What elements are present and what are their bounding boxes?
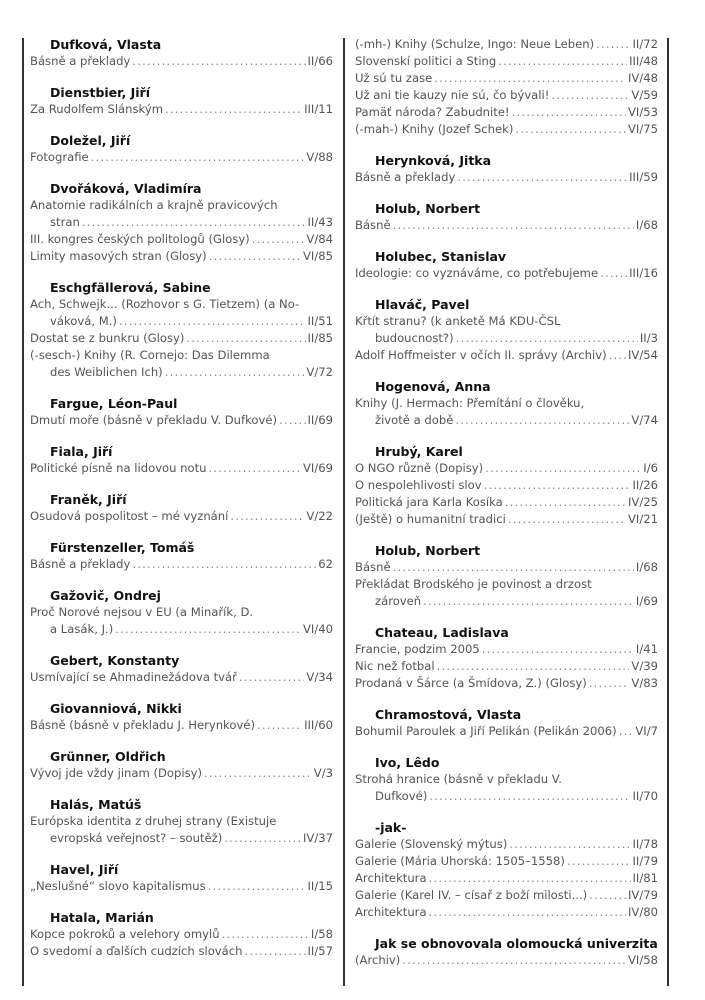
author-name: Ivo, Lêdo bbox=[375, 755, 440, 770]
item-title: životě a době bbox=[375, 413, 454, 427]
entry-item-line bbox=[355, 477, 658, 494]
item-title: Galerie (Karel IV. – císař z boží milosti...) bbox=[355, 888, 588, 902]
page-reference: II/70 bbox=[632, 789, 658, 803]
author-name: Hatala, Marián bbox=[50, 910, 154, 925]
page-reference: IV/54 bbox=[627, 348, 658, 362]
author-name: Dvořáková, Vladimíra bbox=[50, 181, 202, 196]
item-title: „Neslušné“ slovo kapitalismus bbox=[30, 879, 206, 893]
item-title: Francie, podzim 2005 bbox=[355, 642, 480, 656]
page-reference: II/69 bbox=[307, 413, 333, 427]
index-column-left bbox=[30, 36, 333, 974]
dot-leader bbox=[429, 870, 631, 887]
entry-item-line bbox=[355, 217, 658, 234]
entry-item-line bbox=[30, 926, 333, 943]
item-title: Politické písně na lidovou notu bbox=[30, 461, 207, 475]
item-title: Básně a překlady bbox=[355, 170, 456, 184]
dot-leader bbox=[589, 675, 630, 692]
entry-item-line-wrap bbox=[30, 604, 333, 621]
entry-item-line bbox=[355, 121, 658, 138]
author-name: Grünner, Oldřich bbox=[50, 749, 166, 764]
entry-item-line bbox=[30, 508, 333, 525]
index-entry bbox=[30, 909, 333, 960]
dot-leader bbox=[257, 717, 302, 734]
dot-leader bbox=[423, 593, 634, 610]
dot-leader bbox=[165, 364, 305, 381]
entry-item-line-wrap bbox=[355, 313, 658, 330]
item-title: Překládat Brodského je povinost a drzost bbox=[355, 577, 592, 591]
entry-item-line bbox=[30, 313, 333, 330]
entry-item-line bbox=[30, 330, 333, 347]
index-entry bbox=[30, 491, 333, 525]
entry-item-line bbox=[355, 723, 658, 740]
index-entry bbox=[30, 36, 333, 70]
item-title: O nespolehlivosti slov bbox=[355, 478, 482, 492]
item-title: Nic než fotbal bbox=[355, 659, 435, 673]
dot-leader bbox=[91, 149, 305, 166]
entry-item-line bbox=[30, 248, 333, 265]
page-reference: I/68 bbox=[635, 560, 658, 574]
page-reference: I/58 bbox=[310, 927, 333, 941]
dot-leader bbox=[393, 217, 634, 234]
page-reference: V/88 bbox=[306, 150, 333, 164]
dot-leader bbox=[429, 788, 630, 805]
page-reference: I/41 bbox=[635, 642, 658, 656]
dot-leader bbox=[132, 53, 305, 70]
page-reference: V/84 bbox=[306, 232, 333, 246]
item-title: váková, M.) bbox=[50, 314, 117, 328]
index-entry bbox=[30, 652, 333, 686]
item-title: Prodaná v Šárce (a Šmídova, Z.) (Glosy) bbox=[355, 676, 587, 690]
entry-item-line-wrap bbox=[355, 395, 658, 412]
entry-item-line bbox=[355, 675, 658, 692]
entry-item-line-wrap bbox=[30, 197, 333, 214]
item-title: (Archiv) bbox=[355, 953, 401, 967]
index-entry bbox=[355, 935, 658, 969]
entry-item-line bbox=[30, 101, 333, 118]
author-name: Giovanniová, Nikki bbox=[50, 701, 182, 716]
entry-item-line bbox=[355, 952, 658, 969]
author-name: Chramostová, Vlasta bbox=[375, 707, 522, 722]
dot-leader bbox=[485, 460, 641, 477]
item-title: Proč Norové nejsou v EU (a Minařík, D. bbox=[30, 605, 254, 619]
dot-leader bbox=[609, 347, 626, 364]
dot-leader bbox=[132, 556, 316, 573]
author-name: Doležel, Jiří bbox=[50, 133, 131, 148]
item-title: Usmívající se Ahmadinežádova tvář bbox=[30, 670, 237, 684]
author-name: Halás, Matúš bbox=[50, 797, 142, 812]
item-title: III. kongres českých politologů (Glosy) bbox=[30, 232, 250, 246]
item-title: (-mah-) Knihy (Jozef Schek) bbox=[355, 122, 514, 136]
entry-item-line bbox=[355, 836, 658, 853]
dot-leader bbox=[230, 508, 304, 525]
dot-leader bbox=[600, 265, 627, 282]
entry-item-line bbox=[355, 511, 658, 528]
dot-leader bbox=[204, 765, 312, 782]
index-entry bbox=[355, 152, 658, 186]
item-title: zároveň bbox=[375, 594, 422, 608]
dot-leader bbox=[456, 330, 638, 347]
entry-item-line bbox=[355, 658, 658, 675]
item-title: Za Rudolfem Slánským bbox=[30, 102, 164, 116]
left-column-rule bbox=[22, 38, 24, 986]
entry-item-line bbox=[355, 460, 658, 477]
entry-item-line bbox=[30, 765, 333, 782]
entry-item-line bbox=[355, 904, 658, 921]
entry-item-line-wrap bbox=[30, 347, 333, 364]
dot-leader bbox=[551, 87, 629, 104]
dot-leader bbox=[239, 669, 305, 686]
index-entry bbox=[30, 180, 333, 265]
item-title: Adolf Hoffmeister v očích II. správy (Archiv) bbox=[355, 348, 607, 362]
item-title: Bohumil Paroulek a Jiří Pelikán (Pelikán 2006) bbox=[355, 724, 617, 738]
entry-item-line bbox=[30, 460, 333, 477]
entry-item-line bbox=[30, 556, 333, 573]
dot-leader bbox=[457, 169, 627, 186]
index-entry bbox=[355, 819, 658, 921]
center-column-rule bbox=[343, 38, 345, 986]
dot-leader bbox=[508, 511, 626, 528]
entry-item-line bbox=[355, 265, 658, 282]
dot-leader bbox=[512, 104, 626, 121]
author-name: Franěk, Jiří bbox=[50, 492, 127, 507]
dot-leader bbox=[509, 836, 630, 853]
entry-item-line bbox=[30, 717, 333, 734]
entry-item-line bbox=[355, 788, 658, 805]
dot-leader bbox=[437, 658, 630, 675]
dot-leader bbox=[505, 494, 626, 511]
author-name: Dienstbier, Jiří bbox=[50, 85, 150, 100]
page-reference: IV/80 bbox=[627, 905, 658, 919]
item-title: Už ani tie kauzy nie sú, čo bývali! bbox=[355, 88, 550, 102]
entry-item-line bbox=[30, 149, 333, 166]
page-reference: V/34 bbox=[306, 670, 333, 684]
page-reference: IV/48 bbox=[627, 71, 658, 85]
right-column-rule bbox=[667, 38, 669, 986]
entry-item-line bbox=[30, 943, 333, 960]
entry-item-line bbox=[355, 641, 658, 658]
page-reference: III/16 bbox=[629, 266, 658, 280]
dot-leader bbox=[252, 231, 305, 248]
page-reference: II/15 bbox=[307, 879, 333, 893]
entry-item-line bbox=[30, 364, 333, 381]
page-reference: III/48 bbox=[629, 54, 658, 68]
entry-item-line bbox=[30, 878, 333, 895]
page-reference: V/22 bbox=[306, 509, 333, 523]
page-reference: VI/53 bbox=[627, 105, 658, 119]
dot-leader bbox=[567, 853, 631, 870]
index-entry bbox=[30, 395, 333, 429]
entry-item-line-wrap bbox=[355, 771, 658, 788]
item-title: Vývoj jde vždy jinam (Dopisy) bbox=[30, 766, 203, 780]
author-name: Jak se obnovovala olomoucká univerzita bbox=[375, 936, 658, 951]
author-name: Fürstenzeller, Tomáš bbox=[50, 540, 195, 555]
entry-item-line-wrap bbox=[30, 296, 333, 313]
page-reference: I/68 bbox=[635, 218, 658, 232]
dot-leader bbox=[484, 477, 631, 494]
item-title: (-mh-) Knihy (Schulze, Ingo: Neue Leben) bbox=[355, 37, 595, 51]
page-reference: I/6 bbox=[643, 461, 658, 475]
dot-leader bbox=[515, 121, 626, 138]
item-title: Fotografie bbox=[30, 150, 89, 164]
item-title: Architektura bbox=[355, 905, 427, 919]
item-title: O NGO různě (Dopisy) bbox=[355, 461, 484, 475]
page-reference: III/59 bbox=[629, 170, 658, 184]
item-title: a Lasák, J.) bbox=[50, 622, 114, 636]
item-title: Limity masových stran (Glosy) bbox=[30, 249, 207, 263]
item-title: Európska identita z druhej strany (Existuje bbox=[30, 814, 277, 828]
page-reference: V/39 bbox=[631, 659, 658, 673]
page-reference: VI/85 bbox=[302, 249, 333, 263]
index-entry bbox=[30, 587, 333, 638]
index-entry bbox=[30, 796, 333, 847]
item-title: Strohá hranice (básně v překladu V. bbox=[355, 772, 562, 786]
author-name: Holubec, Stanislav bbox=[375, 249, 507, 264]
item-title: Křtít stranu? (k anketě Má KDU-ČSL bbox=[355, 314, 561, 328]
index-entry bbox=[30, 861, 333, 895]
item-title: Básně a překlady bbox=[30, 557, 131, 571]
index-entry bbox=[355, 200, 658, 234]
index-entry bbox=[30, 443, 333, 477]
dot-leader bbox=[434, 70, 626, 87]
dot-leader bbox=[224, 830, 301, 847]
entry-item-line bbox=[355, 870, 658, 887]
index-entry bbox=[355, 378, 658, 429]
page-reference: II/26 bbox=[632, 478, 658, 492]
dot-leader bbox=[209, 460, 301, 477]
index-entry bbox=[30, 539, 333, 573]
author-name: Havel, Jiří bbox=[50, 862, 119, 877]
page-reference: II/85 bbox=[307, 331, 333, 345]
page-reference: III/11 bbox=[304, 102, 333, 116]
index-entry bbox=[355, 706, 658, 740]
author-name: Fiala, Jiří bbox=[50, 444, 113, 459]
item-title: Kopce pokroků a velehory omylů bbox=[30, 927, 220, 941]
dot-leader bbox=[482, 641, 634, 658]
author-name: Hrubý, Karel bbox=[375, 444, 463, 459]
page-reference: IV/37 bbox=[302, 831, 333, 845]
index-entry bbox=[355, 36, 658, 138]
item-title: stran bbox=[50, 215, 80, 229]
dot-leader bbox=[402, 952, 626, 969]
index-entry bbox=[30, 279, 333, 381]
page-reference: II/51 bbox=[307, 314, 333, 328]
entry-item-line bbox=[30, 53, 333, 70]
dot-leader bbox=[498, 53, 627, 70]
dot-leader bbox=[82, 214, 306, 231]
entry-item-line bbox=[30, 412, 333, 429]
index-entry bbox=[30, 700, 333, 734]
entry-item-line bbox=[355, 593, 658, 610]
item-title: Slovenskí politici a Sting bbox=[355, 54, 497, 68]
page-reference: V/3 bbox=[313, 766, 333, 780]
page-reference: II/66 bbox=[307, 54, 333, 68]
page-reference: VI/21 bbox=[627, 512, 658, 526]
dot-leader bbox=[119, 313, 306, 330]
page-reference: II/43 bbox=[307, 215, 333, 229]
author-name: Dufková, Vlasta bbox=[50, 37, 162, 52]
page-reference: VI/40 bbox=[302, 622, 333, 636]
entry-item-line bbox=[355, 853, 658, 870]
item-title: Pamäť národa? Zabudnite! bbox=[355, 105, 510, 119]
index-entry bbox=[355, 624, 658, 692]
index-entry bbox=[355, 754, 658, 805]
entry-item-line bbox=[355, 887, 658, 904]
entry-item-line bbox=[30, 214, 333, 231]
author-name: Gažovič, Ondrej bbox=[50, 588, 161, 603]
dot-leader bbox=[279, 412, 306, 429]
item-title: Galerie (Mária Uhorská: 1505–1558) bbox=[355, 854, 565, 868]
item-title: Básně bbox=[355, 560, 391, 574]
item-title: Básně (básně v překladu J. Herynkové) bbox=[30, 718, 255, 732]
index-entry bbox=[355, 248, 658, 282]
item-title: Architektura bbox=[355, 871, 427, 885]
dot-leader bbox=[429, 904, 626, 921]
entry-item-line bbox=[355, 347, 658, 364]
item-title: Osudová pospolitost – mé vyznání bbox=[30, 509, 229, 523]
author-name: Herynková, Jitka bbox=[375, 153, 492, 168]
index-entry bbox=[355, 296, 658, 364]
entry-item-line bbox=[30, 621, 333, 638]
index-entry bbox=[355, 443, 658, 528]
index-entry bbox=[355, 542, 658, 610]
entry-item-line bbox=[355, 412, 658, 429]
item-title: (Ještě) o humanitní tradici bbox=[355, 512, 506, 526]
author-name: Gebert, Konstanty bbox=[50, 653, 180, 668]
item-title: Ach, Schwejk... (Rozhovor s G. Tietzem) (a No- bbox=[30, 297, 300, 311]
author-name: Holub, Norbert bbox=[375, 201, 481, 216]
item-title: des Weiblichen Ich) bbox=[50, 365, 163, 379]
entry-item-line bbox=[355, 494, 658, 511]
dot-leader bbox=[596, 36, 630, 53]
item-title: O svedomí a ďalších cudzích slovách bbox=[30, 944, 243, 958]
page-reference: IV/25 bbox=[627, 495, 658, 509]
dot-leader bbox=[186, 330, 305, 347]
page-reference: II/3 bbox=[639, 331, 658, 345]
item-title: Básně bbox=[355, 218, 391, 232]
entry-item-line bbox=[355, 104, 658, 121]
page-reference: VI/7 bbox=[635, 724, 658, 738]
item-title: Galerie (Slovenský mýtus) bbox=[355, 837, 508, 851]
dot-leader bbox=[222, 926, 309, 943]
page-reference: III/60 bbox=[304, 718, 333, 732]
page-reference: II/57 bbox=[307, 944, 333, 958]
index-entry bbox=[30, 748, 333, 782]
page-reference: 62 bbox=[318, 557, 333, 571]
entry-item-line bbox=[355, 36, 658, 53]
item-title: Dmutí moře (básně v překladu V. Dufkové) bbox=[30, 413, 277, 427]
author-name: -jak- bbox=[375, 820, 407, 835]
dot-leader bbox=[209, 248, 301, 265]
dot-leader bbox=[589, 887, 626, 904]
dot-leader bbox=[619, 723, 634, 740]
author-name: Holub, Norbert bbox=[375, 543, 481, 558]
dot-leader bbox=[165, 101, 302, 118]
page-reference: VI/69 bbox=[302, 461, 333, 475]
author-name: Hlaváč, Pavel bbox=[375, 297, 470, 312]
item-title: Už sú tu zase bbox=[355, 71, 433, 85]
page-reference: VI/75 bbox=[627, 122, 658, 136]
author-name: Fargue, Léon-Paul bbox=[50, 396, 178, 411]
dot-leader bbox=[208, 878, 306, 895]
entry-item-line-wrap bbox=[355, 576, 658, 593]
item-title: budoucnost?) bbox=[375, 331, 454, 345]
entry-item-line bbox=[355, 70, 658, 87]
dot-leader bbox=[455, 412, 629, 429]
page-reference: II/79 bbox=[632, 854, 658, 868]
page-reference: I/69 bbox=[635, 594, 658, 608]
dot-leader bbox=[393, 559, 634, 576]
dot-leader bbox=[244, 943, 305, 960]
page-reference: V/74 bbox=[631, 413, 658, 427]
page-reference: V/83 bbox=[631, 676, 658, 690]
author-name: Eschgfällerová, Sabine bbox=[50, 280, 211, 295]
entry-item-line bbox=[355, 53, 658, 70]
item-title: evropská veřejnost? – soutěž) bbox=[50, 831, 223, 845]
author-name: Chateau, Ladislava bbox=[375, 625, 509, 640]
entry-item-line bbox=[30, 830, 333, 847]
item-title: Ideologie: co vyznáváme, co potřebujeme bbox=[355, 266, 599, 280]
page-reference: II/81 bbox=[632, 871, 658, 885]
entry-item-line bbox=[355, 559, 658, 576]
page-reference: II/78 bbox=[632, 837, 658, 851]
entry-item-line-wrap bbox=[30, 813, 333, 830]
entry-item-line bbox=[30, 231, 333, 248]
page-reference: V/59 bbox=[631, 88, 658, 102]
item-title: Anatomie radikálních a krajně pravicových bbox=[30, 198, 278, 212]
item-title: Knihy (J. Hermach: Přemítání o člověku, bbox=[355, 396, 585, 410]
index-entry bbox=[30, 132, 333, 166]
page-reference: V/72 bbox=[306, 365, 333, 379]
entry-item-line bbox=[355, 330, 658, 347]
page-reference: IV/79 bbox=[627, 888, 658, 902]
item-title: Básně a překlady bbox=[30, 54, 131, 68]
item-title: Dostat se z bunkru (Glosy) bbox=[30, 331, 185, 345]
item-title: Dufkové) bbox=[375, 789, 428, 803]
index-column-right bbox=[355, 36, 658, 983]
page-reference: II/72 bbox=[632, 37, 658, 51]
entry-item-line bbox=[30, 669, 333, 686]
dot-leader bbox=[115, 621, 301, 638]
item-title: Politická jara Karla Kosíka bbox=[355, 495, 503, 509]
index-entry bbox=[30, 84, 333, 118]
entry-item-line bbox=[355, 87, 658, 104]
entry-item-line bbox=[355, 169, 658, 186]
page-reference: VI/58 bbox=[627, 953, 658, 967]
author-name: Hogenová, Anna bbox=[375, 379, 491, 394]
item-title: (-sesch-) Knihy (R. Cornejo: Das Dilemma bbox=[30, 348, 270, 362]
